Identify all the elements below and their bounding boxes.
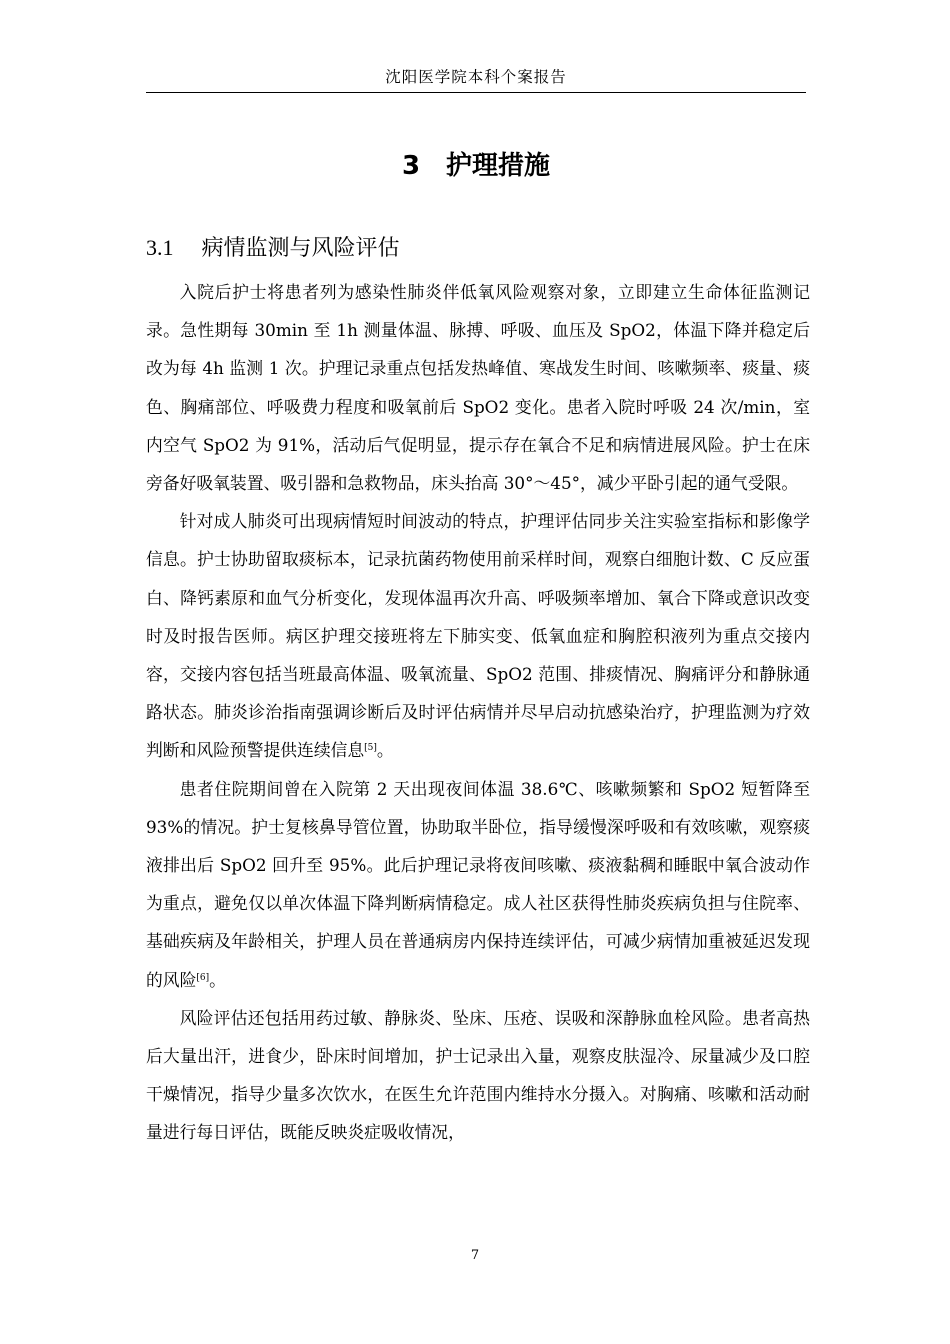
paragraph-tail: 。 (376, 740, 394, 761)
paragraph (146, 502, 810, 769)
paragraph-text: 患者住院期间曾在入院第 2 天出现夜间体温 38.6℃、咳嗽频繁和 SpO2 短暂降至 93%的情况。护士复核鼻导管位置，协助取半卧位，指导缓慢深呼吸和有效咳嗽，观察痰液排出后 SpO2 回升至 95%。此后护理记录将夜间咳嗽、痰液黏稠和睡眠中氧合波动作为重点，避免仅以单次体温下降判断病情稳定。成人社区获得性肺炎疾病负担与住院率、基础疾病及年龄相关，护理人员在普通病房内保持连续评估，可减少病情加重被延迟发现的风险 (146, 778, 810, 990)
body-text (146, 273, 810, 1152)
citation-reference: [5] (364, 743, 377, 754)
chapter-title (146, 146, 806, 186)
paragraph (146, 770, 810, 999)
page-number (0, 1248, 950, 1263)
chapter-title-text: 护理措施 (446, 151, 551, 181)
header-title: 沈阳医学院本科个案报告 (385, 68, 567, 86)
citation-reference: [6] (196, 972, 210, 983)
page-header (146, 66, 806, 88)
paragraph (146, 273, 810, 502)
paragraph-text: 针对成人肺炎可出现病情短时间波动的特点，护理评估同步关注实验室指标和影像学信息。护士协助留取痰标本，记录抗菌药物使用前采样时间，观察白细胞计数、C 反应蛋白、降钙素原和血气分析变化，发现体温再次升高、呼吸频率增加、氧合下降或意识改变时及时报告医师。病区护理交接班将左下肺实变、低氧血症和胸腔积液列为重点交接内容，交接内容包括当班最高体温、吸氧流量、SpO2 范围、排痰情况、胸痛评分和静脉通路状态。肺炎诊治指南强调诊断后及时评估病情并尽早启动抗感染治疗，护理监测为疗效判断和风险预警提供连续信息 (146, 511, 810, 761)
chapter-number: 3 (401, 151, 421, 181)
paragraph (146, 999, 810, 1152)
page-number-text: 7 (470, 1248, 480, 1263)
paragraph-tail: 。 (209, 969, 226, 990)
paragraph-text: 风险评估还包括用药过敏、静脉炎、坠床、压疮、误吸和深静脉血栓风险。患者高热后大量出汗，进食少，卧床时间增加，护士记录出入量，观察皮肤湿冷、尿量减少及口腔干燥情况，指导少量多次饮水，在医生允许范围内维持水分摄入。对胸痛、咳嗽和活动耐量进行每日评估，既能反映炎症吸收情况， (146, 1007, 810, 1143)
section-title-text: 病情监测与风险评估 (201, 236, 400, 261)
paragraph-text: 入院后护士将患者列为感染性肺炎伴低氧风险观察对象，立即建立生命体征监测记录。急性期每 30min 至 1h 测量体温、脉搏、呼吸、血压及 SpO2，体温下降并稳定后改为每 4h 监测 1 次。护理记录重点包括发热峰值、寒战发生时间、咳嗽频率、痰量、痰色、胸痛部位、呼吸费力程度和吸氧前后 SpO2 变化。患者入院时呼吸 24 次/min，室内空气 SpO2 为 91%，活动后气促明显，提示存在氧合不足和病情进展风险。护士在床旁备好吸氧装置、吸引器和急救物品，床头抬高 30°～45°，减少平卧引起的通气受限。 (146, 282, 810, 494)
section-heading (146, 230, 400, 267)
header-divider (146, 92, 806, 93)
section-number: 3.1 (146, 235, 174, 260)
